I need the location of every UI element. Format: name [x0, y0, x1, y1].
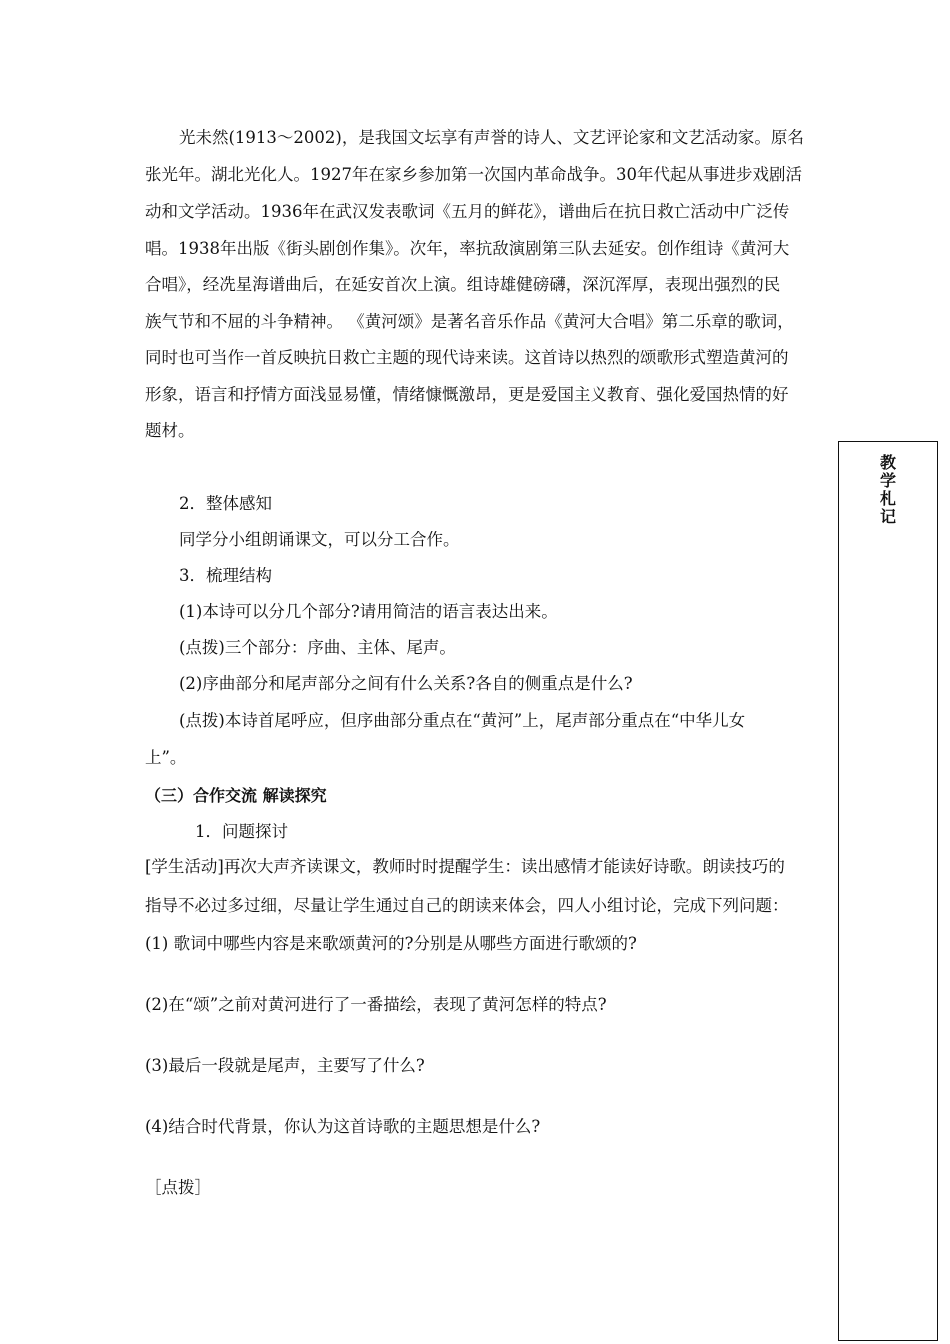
problem-heading: 1．问题探讨 [195, 822, 288, 841]
activity-line-2: 指导不必过多过细，尽量让学生通过自己的朗读来体会，四人小组讨论，完成下列问题： [145, 896, 789, 915]
intro-line-2: 张光年。湖北光化人。1927年在家乡参加第一次国内革命战争。30年代起从事进步戏剧活 [145, 165, 802, 184]
section-3-question-2: (2)序曲部分和尾声部分之间有什么关系?各自的侧重点是什么? [179, 674, 633, 693]
title-char-1: 教 [879, 453, 896, 472]
section-3-question-1: (1)本诗可以分几个部分?请用简洁的语言表达出来。 [179, 602, 558, 621]
intro-line-6: 族气节和不屈的斗争精神。 《黄河颂》是著名音乐作品《黄河大合唱》第二乐章的歌词， [145, 312, 794, 331]
section-2-heading: 2．整体感知 [179, 494, 272, 513]
title-char-4: 记 [879, 507, 896, 526]
part-3-heading: （三）合作交流 解读探究 [145, 786, 327, 805]
intro-line-3: 动和文学活动。1936年在武汉发表歌词《五月的鲜花》，谱曲后在抗日救亡活动中广泛传 [145, 202, 790, 221]
teaching-notes-box [838, 441, 938, 1341]
intro-line-9: 题材。 [145, 421, 195, 440]
intro-line-7: 同时也可当作一首反映抗日救亡主题的现代诗来读。这首诗以热烈的颂歌形式塑造黄河的 [145, 348, 789, 367]
section-3-answer-2-cont: 上”。 [145, 748, 187, 767]
hint-label: ［点拨］ [145, 1178, 211, 1197]
section-3-heading: 3．梳理结构 [179, 566, 272, 585]
section-3-answer-2: (点拨)本诗首尾呼应，但序曲部分重点在“黄河”上，尾声部分重点在“中华儿女 [179, 711, 746, 730]
question-1: (1) 歌词中哪些内容是来歌颂黄河的?分别是从哪些方面进行歌颂的? [145, 934, 637, 953]
activity-line-1: [学生活动]再次大声齐读课文，教师时时提醒学生：读出感情才能读好诗歌。朗读技巧的 [145, 857, 785, 876]
question-3: (3)最后一段就是尾声，主要写了什么? [145, 1056, 425, 1075]
intro-line-4: 唱。1938年出版《街头剧创作集》。次年，率抗敌演剧第三队去延安。创作组诗《黄河大 [145, 239, 790, 258]
title-char-3: 札 [879, 489, 896, 508]
teaching-notes-title [839, 454, 937, 526]
intro-line-8: 形象，语言和抒情方面浅显易懂，情绪慷慨激昂，更是爱国主义教育、强化爱国热情的好 [145, 385, 789, 404]
section-2-text: 同学分小组朗诵课文，可以分工合作。 [179, 530, 460, 549]
intro-line-5: 合唱》，经冼星海谱曲后，在延安首次上演。组诗雄健磅礴，深沉浑厚，表现出强烈的民 [145, 275, 781, 294]
intro-line-1: 光未然(1913～2002)，是我国文坛享有声誉的诗人、文艺评论家和文艺活动家。原名 [179, 128, 804, 147]
title-char-2: 学 [879, 471, 896, 490]
question-4: (4)结合时代背景，你认为这首诗歌的主题思想是什么? [145, 1117, 541, 1136]
section-3-answer-1: (点拨)三个部分：序曲、主体、尾声。 [179, 638, 456, 657]
question-2: (2)在“颂”之前对黄河进行了一番描绘，表现了黄河怎样的特点? [145, 995, 607, 1014]
